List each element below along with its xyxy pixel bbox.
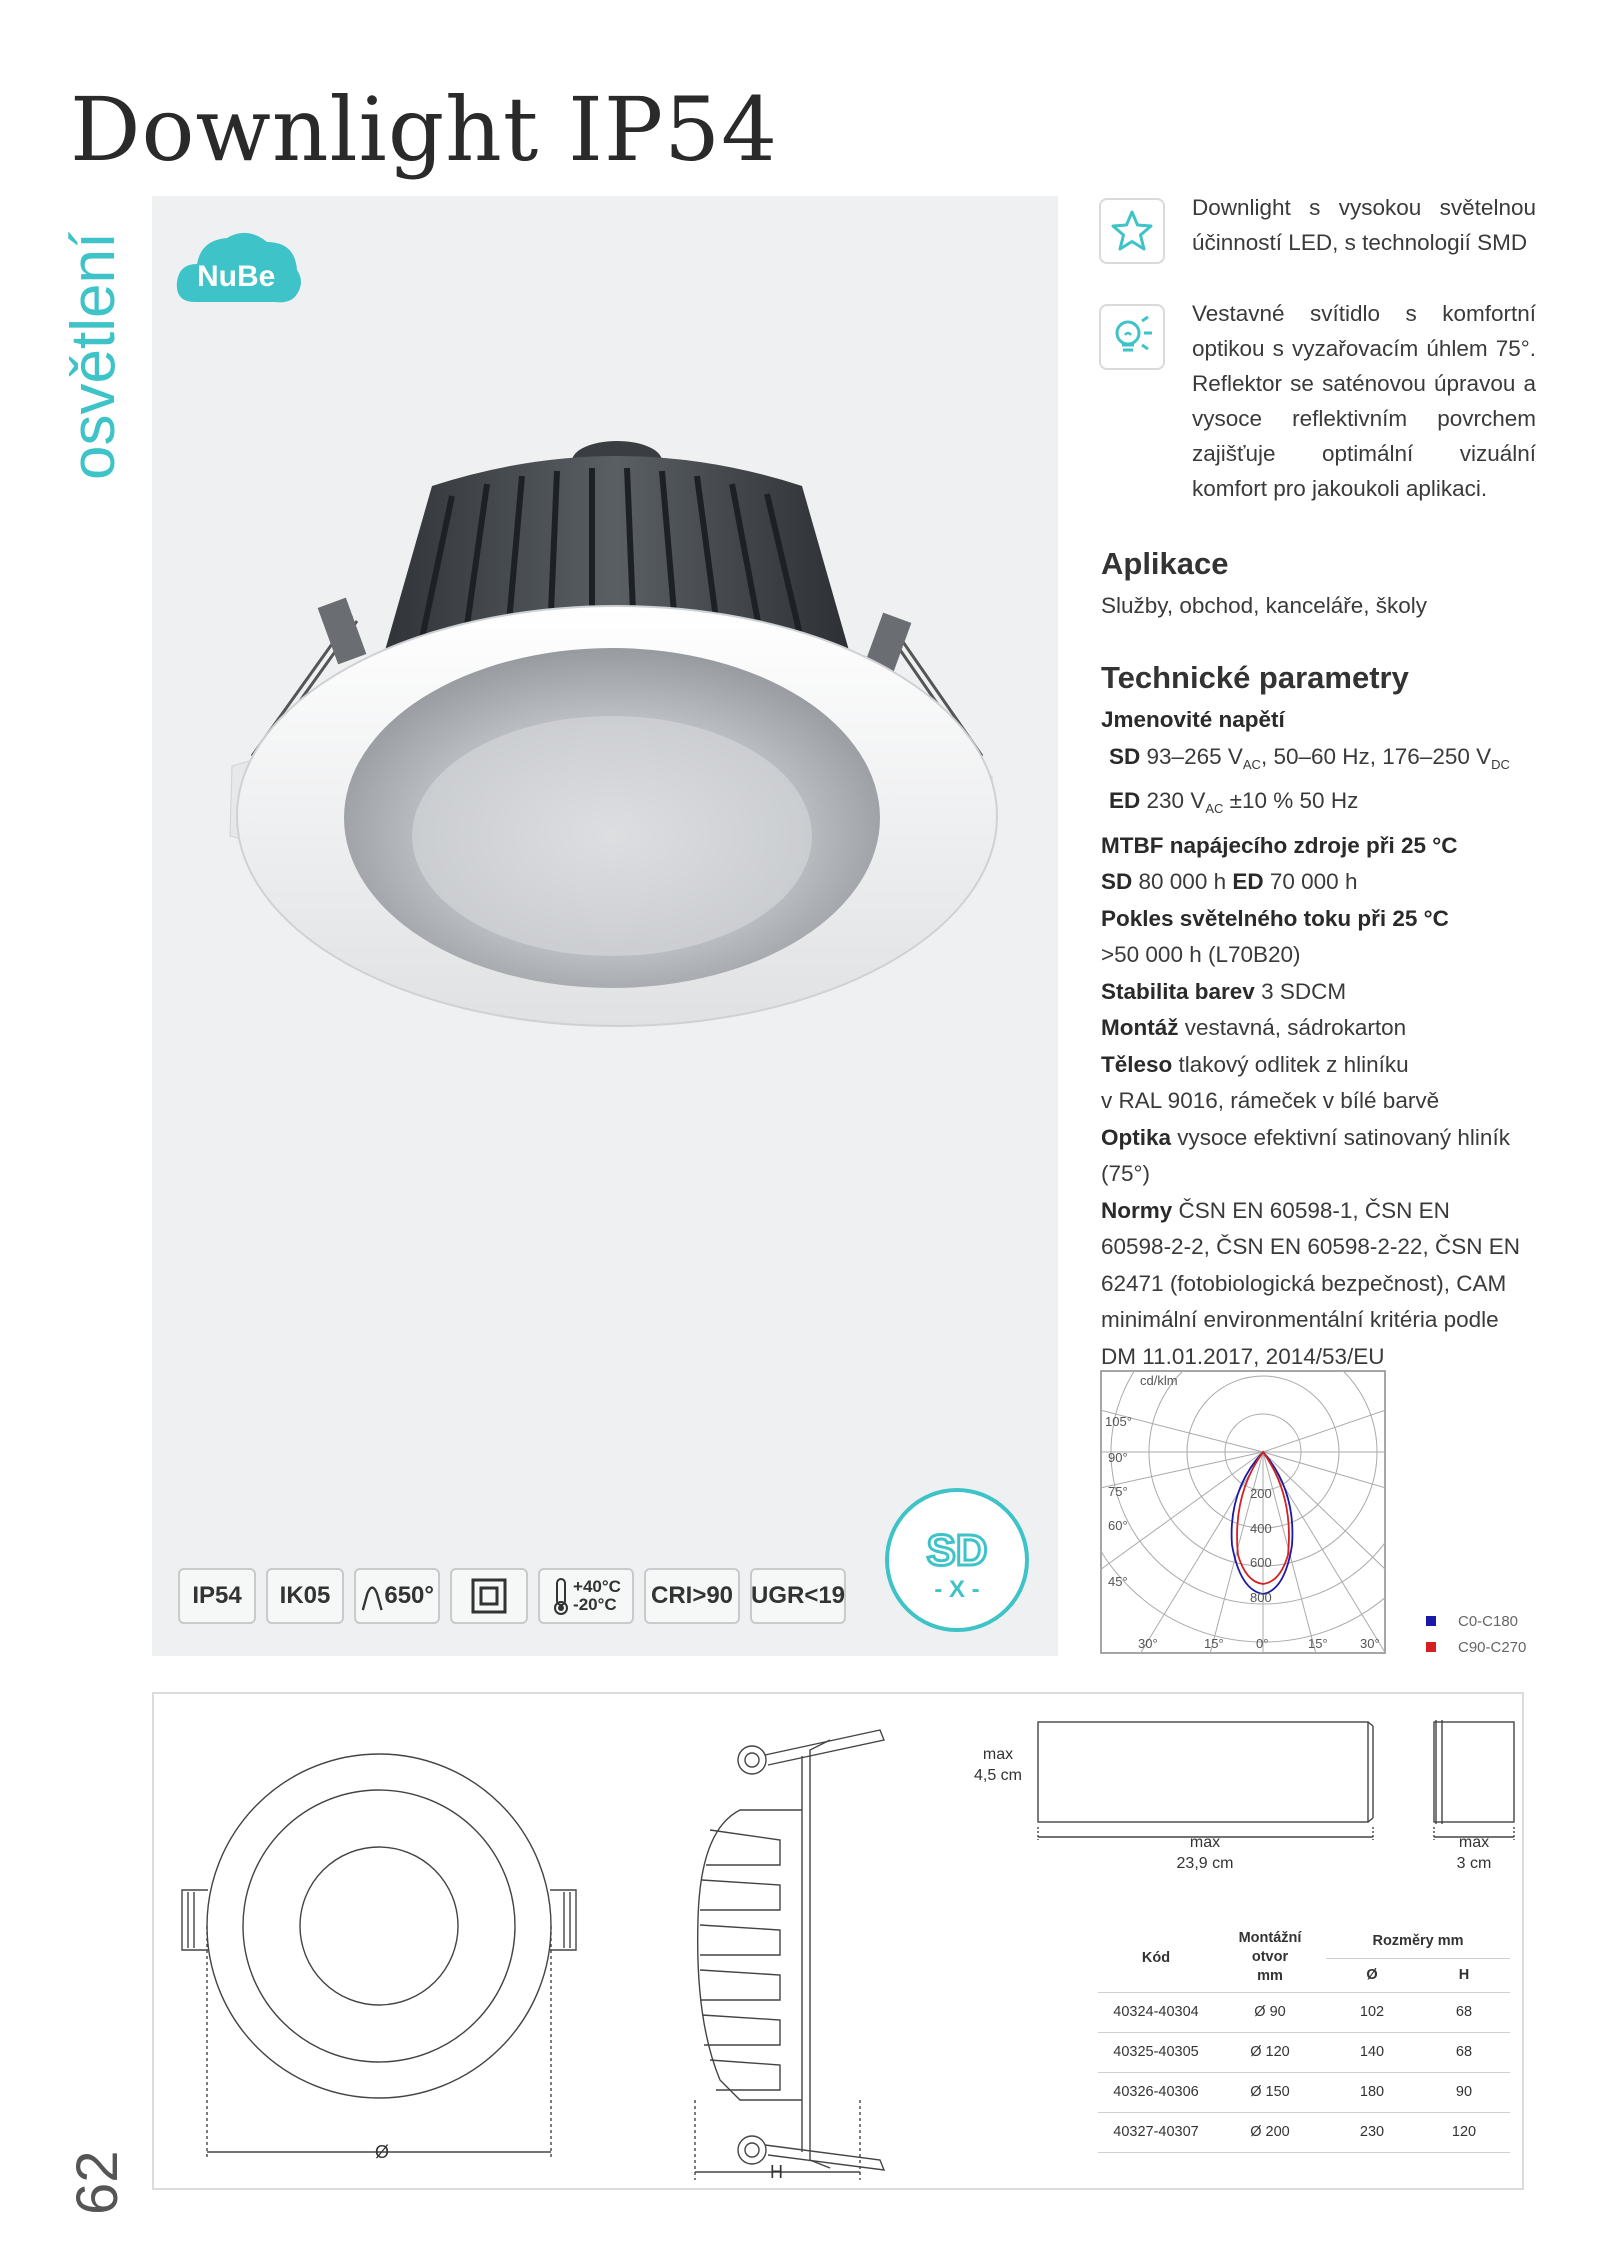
optics-value-1: vysoce efektivní satinovaný hliník — [1171, 1124, 1510, 1150]
legend-label: C90-C270 — [1458, 1638, 1527, 1656]
col-hole-2: otvor — [1251, 1949, 1289, 1966]
cell-hole: Ø 200 — [1214, 2112, 1326, 2152]
driver-height-value: 4,5 cm — [973, 1767, 1022, 1784]
nube-logo — [175, 222, 305, 312]
driver-length-value: 23,9 cm — [1176, 1855, 1234, 1872]
cell-h: 90 — [1418, 2072, 1510, 2112]
ik-rating-badge: IK05 — [266, 1568, 344, 1624]
polar-radial-400: 400 — [1250, 1521, 1272, 1536]
aplikace-text: Služby, obchod, kanceláře, školy — [1101, 593, 1428, 618]
ed-voltage-b: ±10 % 50 Hz — [1223, 788, 1359, 813]
cell-hole: Ø 120 — [1214, 2032, 1326, 2072]
polar-angle-60: 60° — [1108, 1518, 1128, 1533]
cell-h: 120 — [1418, 2112, 1510, 2152]
mtbf-sd-value: 80 000 h — [1132, 869, 1233, 894]
lamp-icon — [1108, 313, 1156, 361]
mtbf-label: MTBF napájecího zdroje při 25 °C — [1101, 832, 1458, 858]
legend-swatch-red — [1426, 1642, 1436, 1652]
cell-h: 68 — [1418, 2032, 1510, 2072]
downlight-photo — [152, 196, 1058, 1656]
norms-label: Normy — [1101, 1197, 1173, 1223]
driver-side-drawing — [1424, 1712, 1524, 1842]
col-code: Kód — [1098, 1924, 1214, 1992]
feature-icon-box — [1099, 198, 1165, 264]
page-number: 62 — [65, 2150, 130, 2215]
cell-code: 40324-40304 — [1098, 1992, 1214, 2032]
sd-label: SD — [1109, 743, 1141, 769]
mount-value: vestavná, sádrokarton — [1178, 1015, 1407, 1040]
color-label: Stabilita barev — [1101, 978, 1255, 1004]
diameter-label: Ø — [375, 2142, 390, 2162]
cell-d: 230 — [1326, 2112, 1418, 2152]
cell-d: 140 — [1326, 2032, 1418, 2072]
feature-text-2: Vestavné svítidlo s komfortní optikou s vyzařovacím úhlem 75°. Reflektor se saténovou úpravou a vysoce reflektivním povrchem zajišťuje optimální vizuální komfort pro jakoukoli aplikaci. — [1192, 301, 1536, 501]
mtbf-ed-value: 70 000 h — [1263, 869, 1358, 894]
ugr-badge: UGR<19 — [750, 1568, 846, 1624]
section-label: osvětlení — [59, 231, 128, 480]
legend-item — [1426, 1610, 1526, 1632]
polar-angle-90: 90° — [1108, 1450, 1128, 1465]
cell-d: 180 — [1326, 2072, 1418, 2112]
mtbf-ed-label: ED — [1232, 869, 1264, 894]
codes-table-wrap — [1098, 1924, 1510, 2153]
cell-d: 102 — [1326, 1992, 1418, 2032]
polar-unit: cd/klm — [1140, 1373, 1178, 1388]
table-row — [1098, 1992, 1510, 2032]
optics-label: Optika — [1101, 1124, 1172, 1150]
table-row — [1098, 2112, 1510, 2152]
col-hole-1: Montážní — [1238, 1930, 1302, 1947]
sdx-bottom: - X - — [934, 1576, 980, 1603]
star-icon — [1110, 209, 1154, 253]
sdx-logo — [884, 1487, 1030, 1633]
feature-badges — [178, 1568, 846, 1624]
temp-min: -20°C — [573, 1595, 617, 1614]
driver-width-dim — [1444, 1832, 1504, 1874]
polar-bottom-30l: 30° — [1138, 1636, 1158, 1651]
ed-voltage-a: 230 V — [1146, 788, 1206, 813]
driver-width-max: max — [1458, 1834, 1490, 1851]
legend-label: C0-C180 — [1458, 1612, 1519, 1630]
cell-h: 68 — [1418, 1992, 1510, 2032]
tech-heading: Technické parametry — [1101, 660, 1409, 695]
double-insulation-badge — [450, 1568, 528, 1624]
mtbf-sd-label: SD — [1101, 869, 1133, 894]
feature-icon-box — [1099, 304, 1165, 370]
col-h: H — [1418, 1958, 1510, 1992]
product-photo-panel — [152, 196, 1058, 1656]
polar-legend — [1426, 1610, 1526, 1658]
polar-bottom-30r: 30° — [1360, 1636, 1380, 1651]
polar-bottom-0: 0° — [1256, 1636, 1269, 1651]
norms-value-2: 60598-2-2, ČSN EN 60598-2-22, ČSN EN — [1101, 1234, 1520, 1259]
optics-value-2: (75°) — [1101, 1161, 1151, 1186]
table-row — [1098, 2072, 1510, 2112]
codes-table — [1098, 1924, 1510, 2153]
cell-hole: Ø 150 — [1214, 2072, 1326, 2112]
temp-max: +40°C — [573, 1577, 621, 1596]
aplikace-heading: Aplikace — [1101, 546, 1229, 581]
polar-diagram — [1100, 1370, 1386, 1654]
glow-wire-icon — [360, 1579, 384, 1613]
cell-code: 40327-40307 — [1098, 2112, 1214, 2152]
col-d: Ø — [1326, 1958, 1418, 1992]
legend-swatch-blue — [1426, 1616, 1436, 1626]
col-hole-3: mm — [1257, 1968, 1283, 1985]
body-label: Těleso — [1101, 1051, 1173, 1077]
body-value-2: v RAL 9016, rámeček v bílé barvě — [1101, 1088, 1440, 1113]
ed-voltage-sub: AC — [1205, 801, 1224, 816]
cell-code: 40326-40306 — [1098, 2072, 1214, 2112]
flux-value: >50 000 h (L70B20) — [1101, 942, 1301, 967]
driver-height-dim — [968, 1744, 1028, 1786]
driver-length-max: max — [1189, 1834, 1221, 1851]
sd-voltage-b: , 50–60 Hz, 176–250 V — [1260, 743, 1492, 769]
height-label: H — [770, 2162, 783, 2182]
thermometer-icon — [551, 1576, 571, 1616]
svg-text:NuBe: NuBe — [197, 260, 276, 293]
feature-text-1: Downlight s vysokou světelnou účinností LED, s technologií SMD — [1192, 195, 1536, 255]
polar-radial-200: 200 — [1250, 1486, 1272, 1501]
table-row — [1098, 2032, 1510, 2072]
sd-voltage-a: 93–265 V — [1146, 743, 1243, 769]
ip-rating-badge: IP54 — [178, 1568, 256, 1624]
norms-value-4: minimální environmentální kritéria podle — [1101, 1307, 1499, 1332]
polar-bottom-15l: 15° — [1204, 1636, 1224, 1651]
polar-radial-600: 600 — [1250, 1555, 1272, 1570]
norms-value-3: 62471 (fotobiologická bezpečnost), CAM — [1101, 1270, 1507, 1296]
col-hole — [1214, 1924, 1326, 1992]
cri-badge: CRI>90 — [644, 1568, 740, 1624]
cell-code: 40325-40305 — [1098, 2032, 1214, 2072]
norms-value-1: ČSN EN 60598-1, ČSN EN — [1172, 1197, 1450, 1223]
polar-angle-75: 75° — [1108, 1484, 1128, 1499]
legend-item — [1426, 1636, 1526, 1658]
driver-top-drawing — [1030, 1712, 1380, 1842]
mount-label: Montáž — [1101, 1015, 1179, 1040]
temperature-badge — [538, 1568, 634, 1624]
col-dims: Rozměry mm — [1326, 1924, 1510, 1958]
polar-angle-105: 105° — [1105, 1414, 1132, 1429]
double-insulation-icon — [471, 1578, 507, 1614]
driver-width-value: 3 cm — [1456, 1855, 1492, 1872]
glow-wire-badge — [354, 1568, 440, 1624]
driver-height-max: max — [982, 1746, 1014, 1763]
page-title: Downlight IP54 — [70, 78, 779, 181]
color-value: 3 SDCM — [1254, 978, 1347, 1004]
sd-voltage-sub1: AC — [1242, 756, 1261, 772]
flux-label: Pokles světelného toku při 25 °C — [1101, 905, 1449, 931]
body-value-1: tlakový odlitek z hliníku — [1172, 1051, 1409, 1077]
sd-voltage-sub2: DC — [1491, 756, 1510, 772]
sdx-top: SD — [926, 1526, 988, 1575]
norms-value-5: DM 11.01.2017, 2014/53/EU — [1101, 1343, 1385, 1369]
polar-angle-45: 45° — [1108, 1574, 1128, 1589]
polar-bottom-15r: 15° — [1308, 1636, 1328, 1651]
polar-radial-800: 800 — [1250, 1590, 1272, 1605]
glow-wire-label: 650° — [384, 1582, 434, 1609]
side-view-drawing — [680, 1720, 910, 2190]
tech-params — [1101, 702, 1541, 1375]
driver-length-dim — [1150, 1832, 1260, 1874]
ed-label: ED — [1109, 788, 1141, 813]
cell-hole: Ø 90 — [1214, 1992, 1326, 2032]
front-view-drawing — [170, 1740, 590, 2180]
voltage-label: Jmenovité napětí — [1101, 707, 1285, 732]
